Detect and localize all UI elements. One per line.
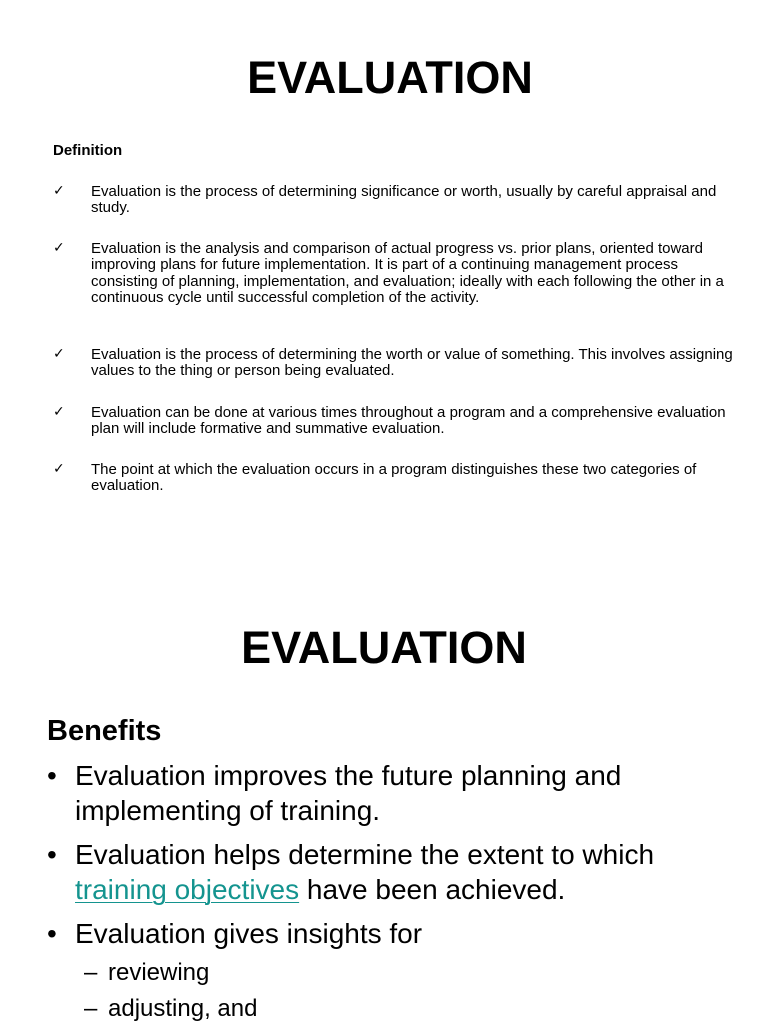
- slide-title: EVALUATION: [247, 52, 533, 103]
- benefits-heading: Benefits: [47, 715, 162, 747]
- benefit-item: Evaluation improves the future planning and implementing of training.: [75, 760, 622, 826]
- check-icon: ✓: [53, 240, 65, 256]
- benefit-text: Evaluation helps determine the extent to which: [75, 839, 655, 870]
- definition-text: Evaluation is the process of determining significance or worth, usually by careful appraisal and study.: [91, 183, 717, 217]
- definition-text: Evaluation can be done at various times throughout a program and a comprehensive evaluation plan will include formative and summative evaluation.: [91, 404, 726, 438]
- check-icon: ✓: [53, 404, 65, 420]
- dash-icon: –: [84, 995, 98, 1022]
- sub-item: reviewing: [108, 959, 210, 986]
- dash-icon: –: [84, 959, 98, 986]
- check-icon: ✓: [53, 461, 65, 477]
- slide-benefits: [0, 600, 768, 1024]
- slide-title: EVALUATION: [241, 622, 527, 673]
- training-objectives-link[interactable]: training objectives: [75, 874, 300, 905]
- bullet-icon: •: [47, 918, 57, 949]
- check-icon: ✓: [53, 346, 65, 362]
- definition-text: Evaluation is the analysis and comparison of actual progress vs. prior plans, oriented toward improving plans for future implementation. It is part of a continuing management process consisting of planning, implementation, and evaluation; ideally with each following the other in a continuous cycle until successful completion of the activity.: [91, 240, 724, 306]
- benefit-text: have been achieved.: [299, 874, 566, 905]
- check-icon: ✓: [53, 183, 65, 199]
- definition-heading: Definition: [53, 142, 123, 159]
- definition-text: The point at which the evaluation occurs in a program distinguishes these two categories of evaluation.: [91, 461, 697, 495]
- bullet-icon: •: [47, 760, 57, 791]
- benefit-item: [75, 837, 735, 907]
- definition-text: Evaluation is the process of determining the worth or value of something. This involves assigning values to the thing or person being evaluated.: [91, 346, 733, 380]
- sub-item: adjusting, and: [108, 995, 258, 1022]
- benefit-item: Evaluation gives insights for: [75, 918, 423, 949]
- bullet-icon: •: [47, 839, 57, 870]
